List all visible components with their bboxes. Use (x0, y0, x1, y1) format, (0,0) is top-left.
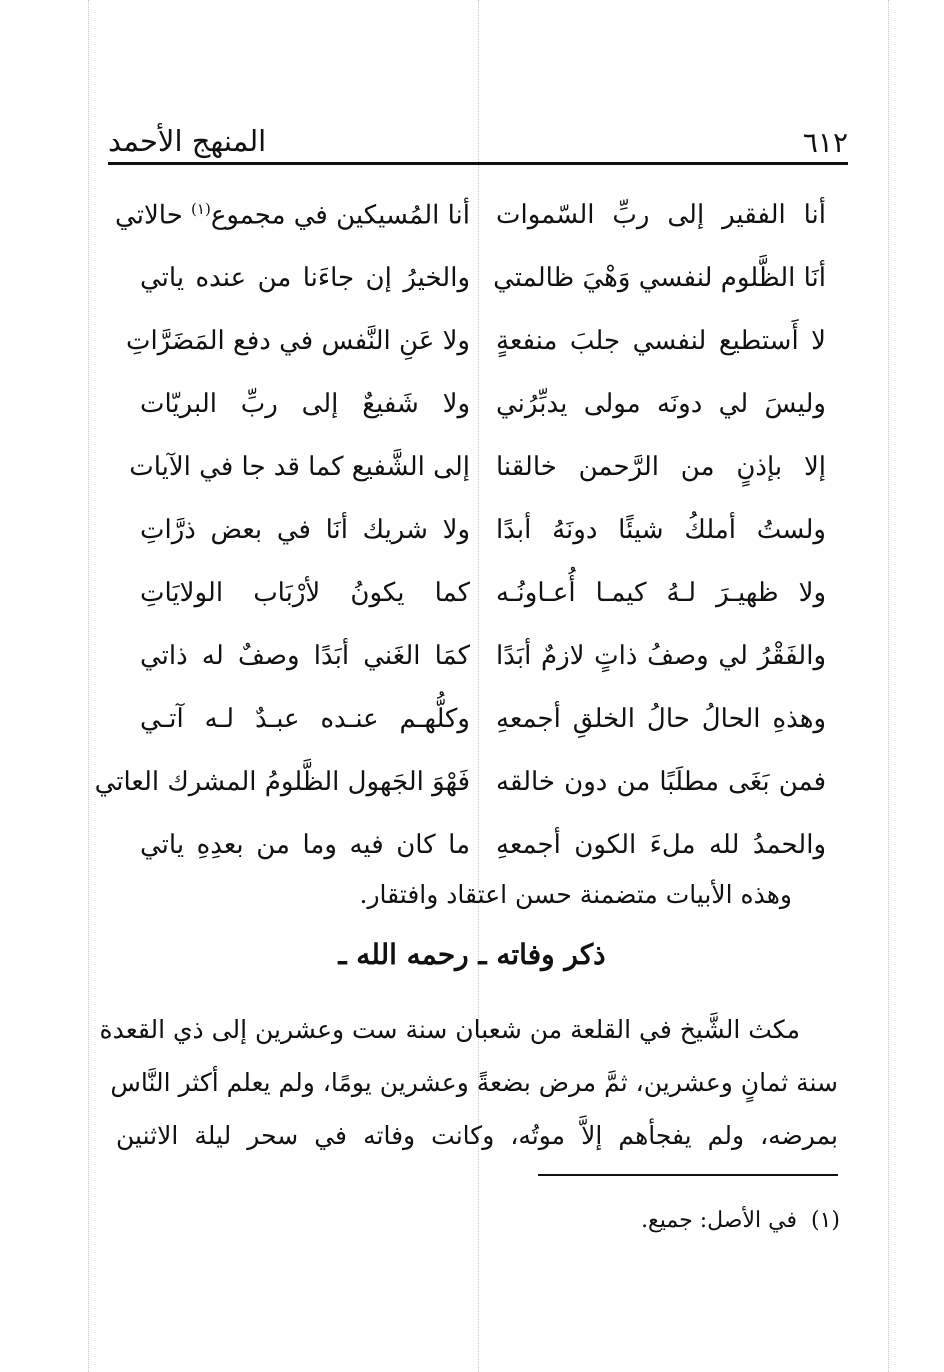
body-line: سنة ثمانٍ وعشرين، ثمَّ مرض بضعةً وعشرين يومًا، ولم يعلم أكثر النَّاس (110, 1068, 838, 1097)
verse-first-hemistich: ولستُ أملكُ شيئًا دونَهُ أبدًا (496, 515, 826, 545)
poem-verse (125, 314, 826, 377)
verse-first-hemistich: والفَقْرُ لي وصفُ ذاتٍ لازمٌ أبَدًا (496, 641, 826, 671)
body-line: بمرضه، ولم يفجأهم إلاَّ موتُه، وكانت وفاته في سحر ليلة الاثنين (116, 1121, 838, 1150)
page-header (108, 118, 848, 166)
verse-first-hemistich: إلا بإذنٍ من الرَّحمن خالقنا (496, 452, 826, 482)
poem-verse (140, 503, 826, 566)
poem-verse (140, 377, 826, 440)
verse-first-hemistich: لا أَستطيع لنفسي جلبَ منفعةٍ (496, 326, 826, 356)
page-number: ٦١٢ (802, 126, 848, 159)
verse-second-hemistich: ولا شَفيعٌ إلى ربِّ البريّات (140, 389, 470, 419)
poem (94, 188, 826, 881)
poem-verse (140, 629, 826, 692)
verse-second-hemistich: ما كان فيه وما من بعدِهِ ياتي (140, 830, 470, 860)
verse-second-hemistich: وكلُّهـم عنـده عبـدٌ لـه آتـي (140, 704, 470, 734)
verse-second-hemistich: ولا شريك أنَا في بعض ذرَّاتِ (140, 515, 470, 545)
verse-text: حالاتي (115, 200, 192, 231)
verse-first-hemistich: والحمدُ لله ملءَ الكون أجمعهِ (496, 830, 826, 860)
verse-first-hemistich: وهذهِ الحالُ حالُ الخلقِ أجمعهِ (496, 704, 826, 734)
footnote-text: في الأصل: جميع. (641, 1208, 797, 1233)
body-paragraph (99, 1003, 838, 1162)
verse-first-hemistich: أنَا الظَّلوم لنفسي وَهْيَ ظالمتي (493, 263, 826, 293)
poem-verse (129, 440, 826, 503)
verse-first-hemistich: ولا ظهيـرَ لـهُ كيمـا أُعـاونُـه (496, 578, 826, 608)
body-line: مكث الشَّيخ في القلعة من شعبان سنة ست وعشرين إلى ذي القعدة (99, 1015, 800, 1044)
verse-second-hemistich: والخيرُ إن جاءَنا من عنده ياتي (140, 263, 470, 293)
poem-verse (140, 818, 826, 881)
verse-first-hemistich: فمن بَغَى مطلَبًا من دون خالقه (496, 767, 826, 797)
poem-verse (140, 251, 826, 314)
verse-first-hemistich: أنا الفقير إلى ربِّ السّموات (496, 200, 826, 230)
poem-verse (140, 566, 826, 629)
closing-line: وهذه الأبيات متضمنة حسن اعتقاد وافتقار. (359, 880, 792, 909)
verse-second-hemistich: إلى الشَّفيع كما قد جا في الآيات (129, 452, 470, 482)
footnote-rule (538, 1174, 838, 1176)
running-title: المنهج الأحمد (108, 124, 267, 158)
section-heading: ذكر وفاته ـ رحمه الله ـ (338, 938, 606, 971)
poem-verse (115, 188, 826, 251)
footnote-marker: (١) (810, 1208, 840, 1233)
footnote-reference: (١) (191, 200, 211, 218)
poem-verse (140, 692, 826, 755)
scan-artifact-line (888, 0, 889, 1372)
verse-second-hemistich: فَهْوَ الجَهول الظَّلومُ المشرك العاتي (94, 767, 470, 797)
verse-second-hemistich: كما يكونُ لأرْبَاب الولايَاتِ (140, 578, 470, 608)
scan-artifact-line (88, 0, 89, 1372)
header-rule (108, 162, 848, 165)
verse-second-hemistich: ولا عَنِ النَّفس في دفع المَضَرَّاتِ (125, 326, 470, 356)
poem-verse (94, 755, 826, 818)
verse-second-hemistich (115, 200, 470, 231)
verse-second-hemistich: كمَا الغَني أبَدًا وصفٌ له ذاتي (140, 641, 470, 671)
footnote (641, 1208, 840, 1233)
verse-text: أنا المُسيكين في مجموع (210, 200, 470, 231)
verse-first-hemistich: وليسَ لي دونَه مولى يدبِّرُني (496, 389, 826, 419)
